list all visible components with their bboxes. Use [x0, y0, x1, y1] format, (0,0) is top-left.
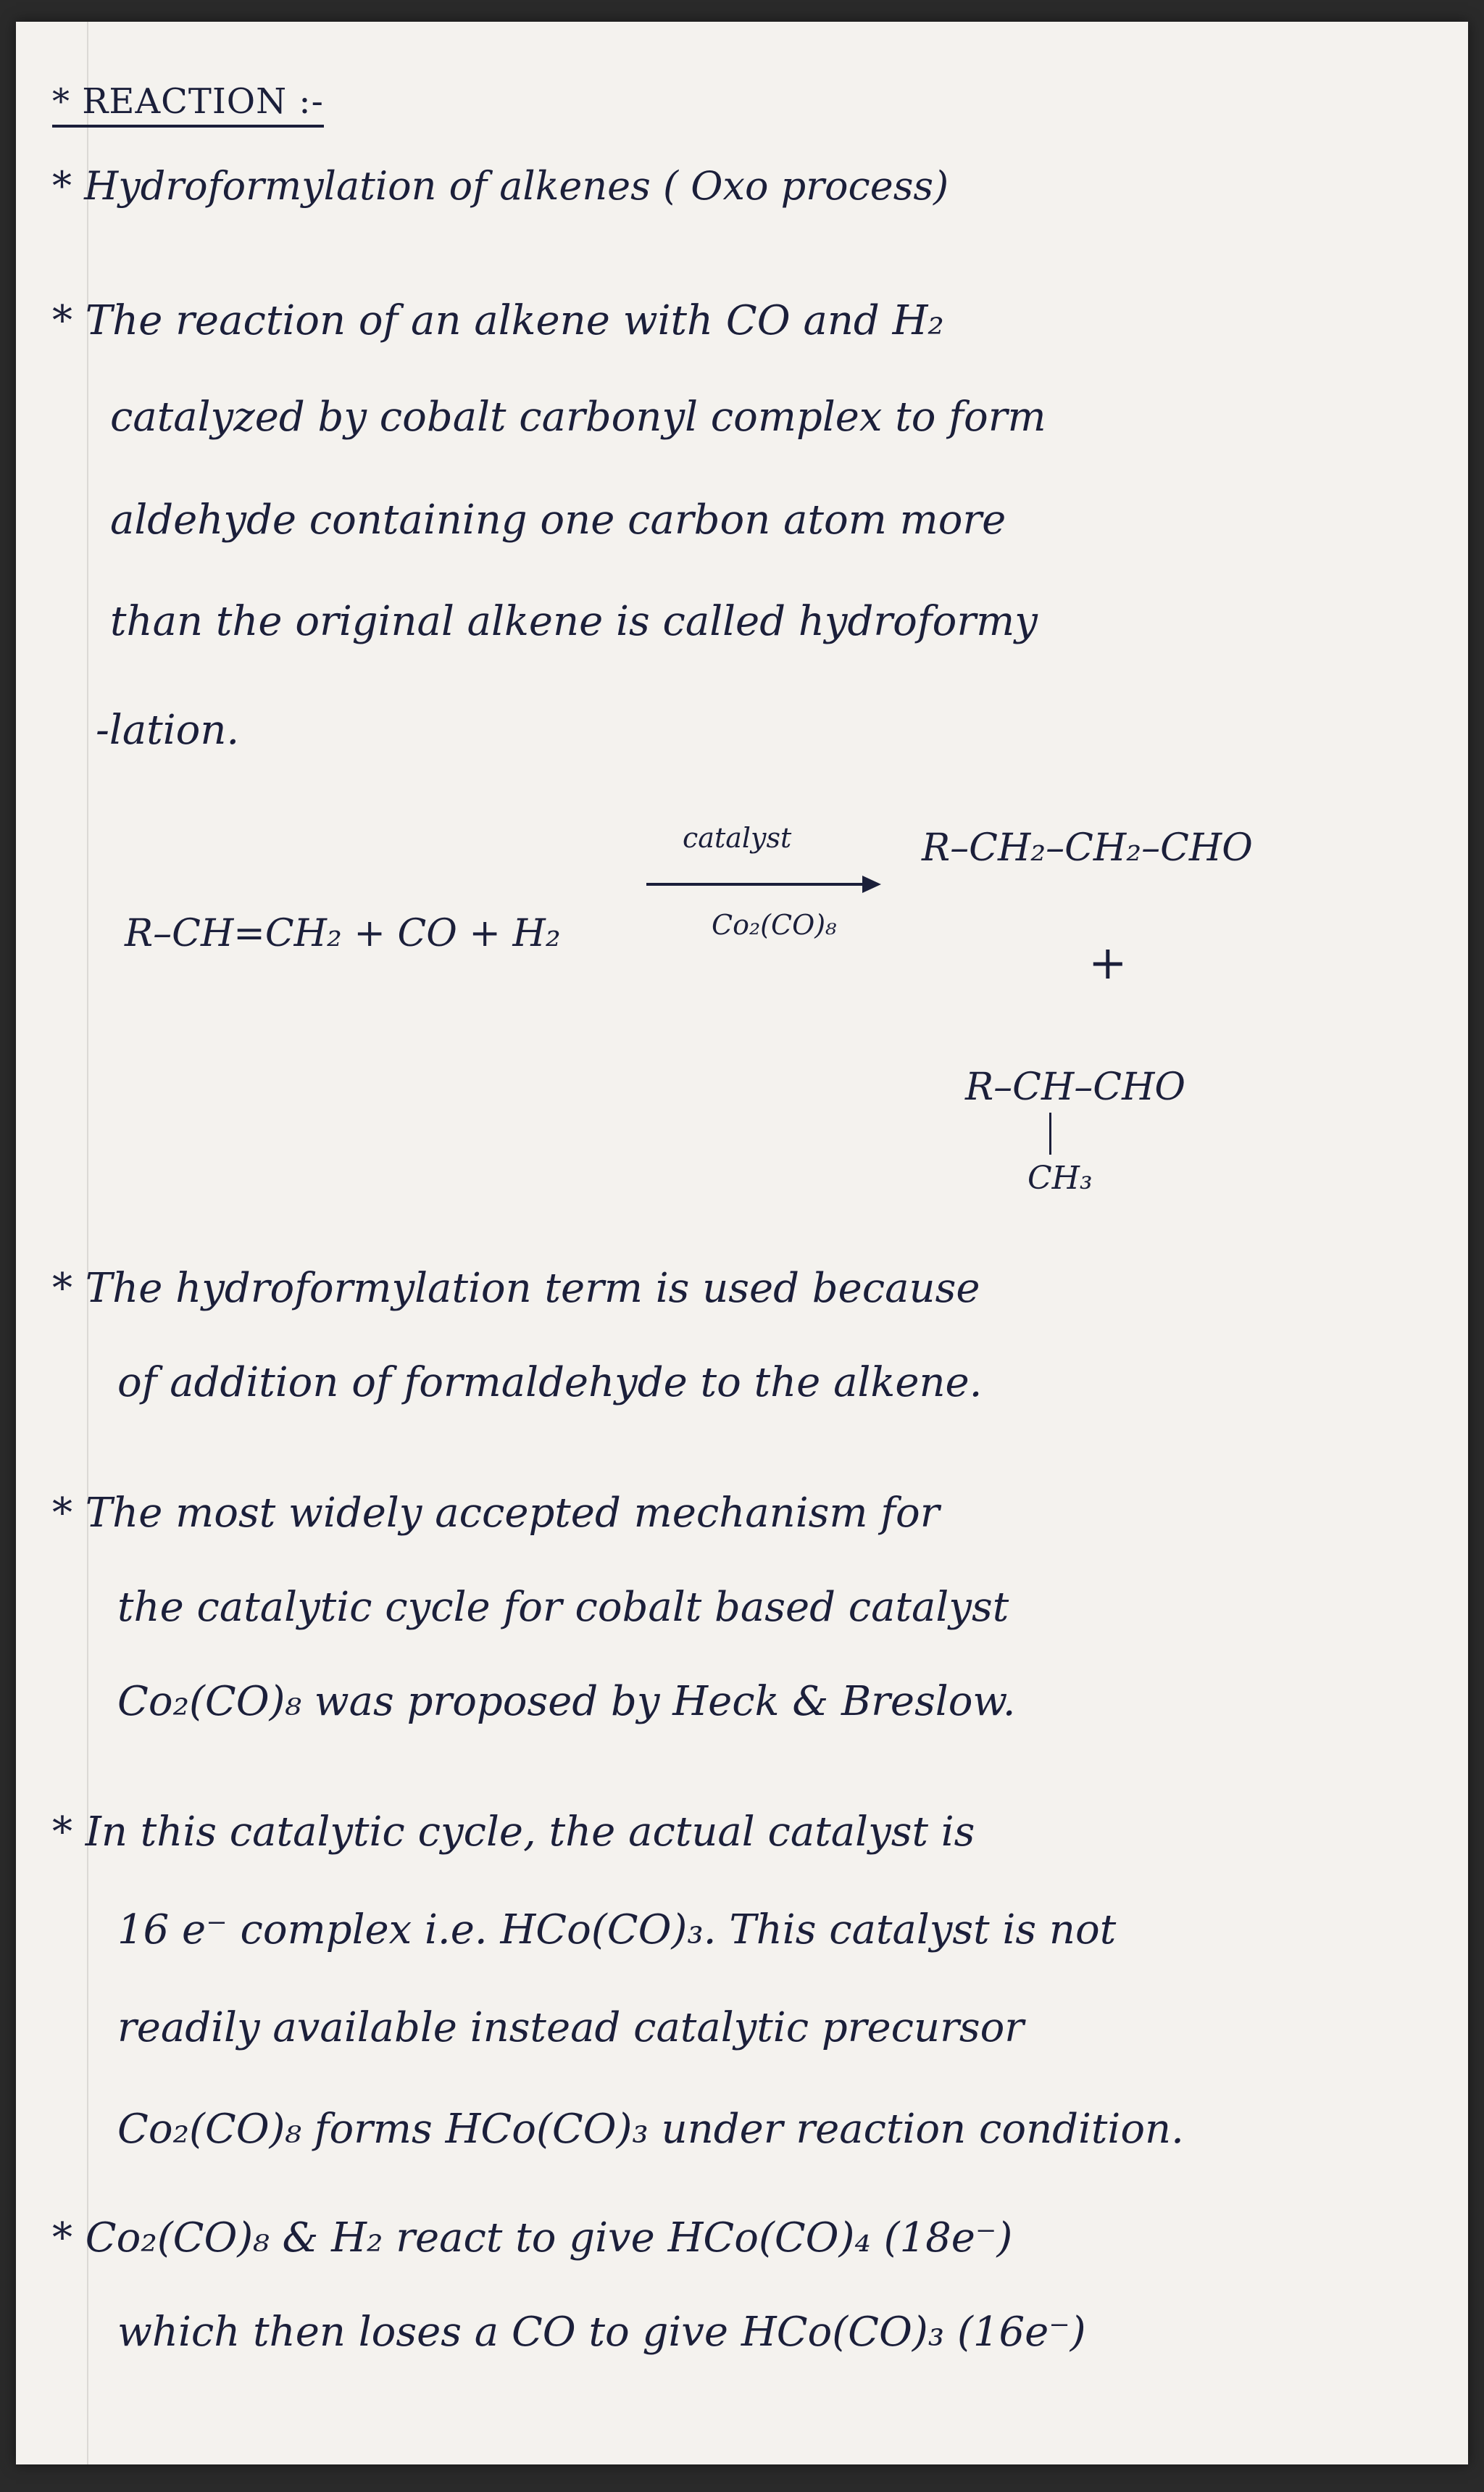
equation-product1: R–CH₂–CH₂–CHO: [922, 826, 1253, 870]
notebook-page: [16, 22, 1468, 2464]
para3-line3: Co₂(CO)₈ was proposed by Heck & Breslow.: [117, 1678, 1016, 1725]
margin-line: [87, 22, 88, 2464]
branch-bond: [1049, 1113, 1051, 1155]
para2-line1: * The hydroformylation term is used because: [52, 1265, 980, 1312]
para1-line5: -lation.: [96, 707, 240, 754]
equation-plus: +: [1088, 936, 1127, 990]
equation-product2-branch: CH₃: [1027, 1160, 1093, 1197]
page-heading: * REACTION :-: [52, 81, 324, 128]
para5-line1: * Co₂(CO)₈ & H₂ react to give HCo(CO)₄ (18e⁻): [52, 2214, 1013, 2262]
equation-catalyst-formula: Co₂(CO)₈: [712, 909, 837, 941]
para4-line3: readily available instead catalytic precursor: [117, 2004, 1025, 2051]
para1-line3: aldehyde containing one carbon atom more: [110, 497, 1006, 544]
subheading: * Hydroformylation of alkenes ( Oxo process): [52, 163, 949, 209]
para1-line1: * The reaction of an alkene with CO and H₂: [52, 297, 944, 344]
para4-line4: Co₂(CO)₈ forms HCo(CO)₃ under reaction condition.: [117, 2106, 1184, 2153]
equation-catalyst-label: catalyst: [683, 822, 792, 854]
para4-line1: * In this catalytic cycle, the actual catalyst is: [52, 1808, 975, 1856]
para2-line2: of addition of formaldehyde to the alkene.: [117, 1359, 983, 1406]
para5-line2: which then loses a CO to give HCo(CO)₃ (16e⁻): [117, 2309, 1086, 2356]
para3-line2: the catalytic cycle for cobalt based catalyst: [117, 1584, 1009, 1631]
equation-reactants: R–CH=CH₂ + CO + H₂: [125, 912, 561, 955]
para1-line4: than the original alkene is called hydroformy: [110, 598, 1038, 645]
para4-line2: 16 e⁻ complex i.e. HCo(CO)₃. This catalyst is not: [117, 1906, 1117, 1953]
reaction-arrow: [646, 883, 878, 886]
para1-line2: catalyzed by cobalt carbonyl complex to form: [110, 394, 1046, 441]
para3-line1: * The most widely accepted mechanism for: [52, 1490, 940, 1537]
equation-product2: R–CH–CHO: [965, 1066, 1186, 1109]
